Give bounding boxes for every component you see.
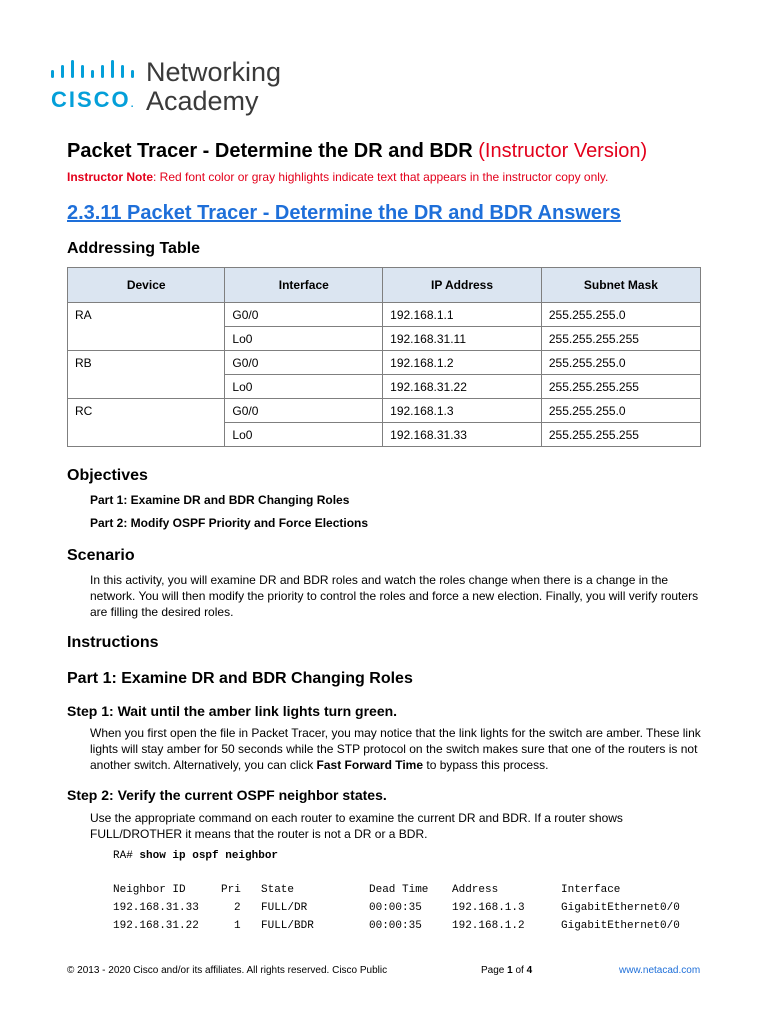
device-cell: RB	[68, 351, 225, 399]
device-cell: RA	[68, 303, 225, 351]
mask-cell: 255.255.255.0	[541, 351, 700, 375]
ip-cell: 192.168.31.11	[383, 327, 542, 351]
ip-cell: 192.168.31.33	[383, 423, 542, 447]
column-header-interface: Interface	[225, 268, 383, 303]
logo-academy: Academy	[146, 86, 259, 116]
column-header-device: Device	[68, 268, 225, 303]
instructor-version-label: (Instructor Version)	[478, 140, 648, 162]
addressing-table-heading: Addressing Table	[67, 240, 201, 257]
footer-netacad-link[interactable]	[619, 965, 700, 976]
mask-cell: 255.255.255.0	[541, 303, 700, 327]
instructor-note: Instructor Note: Red font color or gray highlights indicate text that appears in the instructor copy only.	[67, 170, 609, 184]
addressing-table	[67, 267, 701, 447]
cli-command: RA# show ip ospf neighbor	[113, 850, 279, 862]
cisco-bars-icon	[51, 60, 139, 82]
interface-cell: G0/0	[225, 303, 383, 327]
logo-networking: Networking	[146, 57, 282, 87]
instructions-heading: Instructions	[67, 634, 159, 651]
mask-cell: 255.255.255.0	[541, 399, 700, 423]
column-header-ip: IP Address	[383, 268, 542, 303]
mask-cell: 255.255.255.255	[541, 327, 700, 351]
device-cell: RC	[68, 399, 225, 447]
objective-part-2: Part 2: Modify OSPF Priority and Force Elections	[90, 516, 369, 530]
column-header-mask: Subnet Mask	[541, 268, 700, 303]
mask-cell: 255.255.255.255	[541, 375, 700, 399]
objectives-heading: Objectives	[67, 467, 148, 484]
step-2-text: Use the appropriate command on each router to examine the current DR and BDR. If a router shows FULL/DROTHER it means that the router is not a DR or a BDR.	[90, 811, 623, 841]
table-row	[68, 399, 701, 423]
objective-part-1: Part 1: Examine DR and BDR Changing Roles	[90, 493, 350, 507]
page-indicator: Page 1 of 4	[481, 965, 533, 976]
table-row	[68, 303, 701, 327]
interface-cell: Lo0	[225, 423, 383, 447]
interface-cell: Lo0	[225, 375, 383, 399]
step-2-heading: Step 2: Verify the current OSPF neighbor states.	[67, 787, 387, 803]
mask-cell: 255.255.255.255	[541, 423, 700, 447]
netacad-url[interactable]: www.netacad.com	[619, 965, 701, 976]
document-title: Packet Tracer - Determine the DR and BDR (Instructor Version)	[67, 140, 648, 162]
scenario-heading: Scenario	[67, 547, 135, 564]
interface-cell: Lo0	[225, 327, 383, 351]
ip-cell: 192.168.31.22	[383, 375, 542, 399]
part-1-heading: Part 1: Examine DR and BDR Changing Roles	[67, 670, 413, 687]
interface-cell: G0/0	[225, 351, 383, 375]
scenario-text: In this activity, you will examine DR and BDR roles and watch the roles change when there is a change in the network. You will then modify the priority to control the roles and force a new election. Finally, you will verify routers are filling the desired roles.	[90, 573, 699, 619]
table-row	[68, 351, 701, 375]
ip-cell: 192.168.1.1	[383, 303, 542, 327]
answers-heading-link[interactable]: 2.3.11 Packet Tracer - Determine the DR and BDR Answers	[67, 202, 621, 224]
ip-cell: 192.168.1.3	[383, 399, 542, 423]
ip-cell: 192.168.1.2	[383, 351, 542, 375]
step-1-heading: Step 1: Wait until the amber link lights turn green.	[67, 703, 398, 719]
step-1-text: When you first open the file in Packet Tracer, you may notice that the link lights for the switch are amber. These link lights will stay amber for 50 seconds while the STP protocol on the switch makes sure that one of the routers is not another switch. Alternatively, you can click Fast Forward Time to bypass this process.	[90, 726, 701, 772]
footer-copyright: © 2013 - 2020 Cisco and/or its affiliates. All rights reserved. Cisco Public	[67, 965, 388, 976]
fast-forward-time-label: Fast Forward Time	[316, 758, 424, 772]
interface-cell: G0/0	[225, 399, 383, 423]
cisco-wordmark: CISCO.	[51, 87, 134, 112]
